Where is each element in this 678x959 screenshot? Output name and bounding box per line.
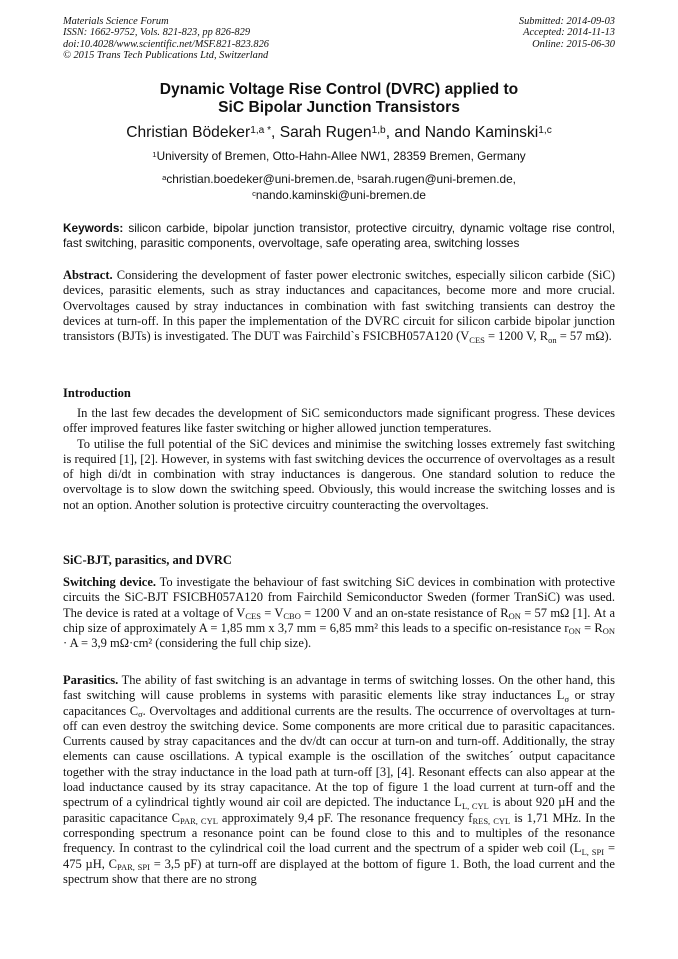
paragraph-text: = 475 µH, C bbox=[63, 841, 615, 871]
author-superscript: 1,c bbox=[538, 125, 552, 137]
keywords-label: Keywords: bbox=[63, 221, 124, 235]
doi-line: doi:10.4028/www.scientific.net/MSF.821-823.826 bbox=[63, 38, 269, 50]
introduction-body bbox=[63, 406, 615, 513]
journal-name: Materials Science Forum bbox=[63, 16, 169, 27]
abstract-text: Considering the development of faster power electronic switches, especially silicon carbide (SiC) devices, parasitic elements, such as stray inductances and capacitances, become more and more crucial. Overvoltages caused by stray inductances in combination with fast switching transients can destroy the devices at turn-off. In this paper the implementation of the DVRC circuit for silicon carbide bipolar junction transistors (BJTs) is investigated. The DUT was Fairchild`s FSICBH057A120 (V bbox=[63, 268, 615, 344]
subscript: L, CYL bbox=[461, 800, 489, 811]
author-name: Nando Kaminski bbox=[424, 124, 539, 141]
author-superscript: 1,b bbox=[371, 125, 386, 137]
subscript: on bbox=[548, 334, 557, 345]
affiliation bbox=[0, 150, 678, 163]
subscript: PAR, CYL bbox=[180, 816, 218, 827]
paragraph-text: = 3,5 pF) at turn-off are displayed at the bottom of figure 1. Both, the load current and the spectrum show that there are no strong bbox=[63, 856, 615, 886]
email-superscript: a bbox=[162, 173, 167, 183]
abstract bbox=[63, 268, 615, 344]
subscript: σ bbox=[564, 693, 570, 704]
section-heading-introduction: Introduction bbox=[63, 386, 131, 400]
email-address[interactable]: nando.kaminski@uni-bremen.de bbox=[255, 188, 426, 202]
publication-dates bbox=[519, 16, 615, 50]
paragraph-label: Parasitics. bbox=[63, 673, 119, 687]
subscript: ON bbox=[602, 626, 616, 637]
paragraph-text: . Overvoltages and additional currents are the results. The occurrence of overvoltages at turn-off can even destroy the switching device. Some components are more critical due to parasitic capacitances. Currents caused by stray capacitances and the dv/dt can occur at turn-on and turn-off. Additionally, the stray elements can cause oscillations. A typical example is the oscillation of the switches´ output capacitance together with the stray inductance in the load path at turn-off [3], [4]. Resonant effects can also appear at the load inductance caused by its stray capacitance. At the top of figure 1 the load current at turn-off and the spectrum of a cylindrical tightly wound air coil are depicted. The inductance L bbox=[63, 703, 616, 810]
email-superscript: c bbox=[252, 189, 256, 199]
subscript: L, SPI bbox=[581, 846, 605, 857]
author-superscript: 1,a * bbox=[250, 125, 272, 137]
keywords bbox=[63, 221, 615, 250]
author-separator: , and bbox=[385, 124, 425, 141]
paper-title bbox=[0, 81, 678, 117]
paragraph-text: or stray capacitances C bbox=[63, 688, 615, 718]
section-heading-sic-bjt: SiC-BJT, parasitics, and DVRC bbox=[63, 553, 232, 567]
online-date: Online: 2015-06-30 bbox=[532, 38, 615, 50]
subscript: CBO bbox=[283, 610, 301, 621]
parasitics-paragraph bbox=[63, 673, 615, 887]
paragraph-text: = R bbox=[580, 620, 603, 635]
title-line-1: Dynamic Voltage Rise Control (DVRC) applied to bbox=[159, 81, 519, 98]
journal-info bbox=[63, 16, 269, 61]
paragraph-text: approximately 9,4 pF. The resonance frequency f bbox=[217, 810, 473, 825]
copyright-line: © 2015 Trans Tech Publications Ltd, Switzerland bbox=[63, 49, 269, 61]
paragraph-text: The ability of fast switching is an advantage in terms of switching losses. On the other hand, this fast switching will cause problems in systems with parasitic elements like stray inductances L bbox=[63, 673, 615, 703]
paragraph-text: = 57 mΩ [1]. At a chip size of approximately A = 1,85 mm x 3,7 mm = 6,85 mm² this leads to a specific on-resistance r bbox=[63, 605, 615, 635]
paragraph-text: To investigate the behaviour of fast switching SiC devices in combination with protective circuits the SiC-BJT FSICBH057A120 from Fairchild Semiconductor Sweden (former TranSiC) was used. The device is rated at a voltage of V bbox=[63, 575, 615, 620]
accepted-date: Accepted: 2014-11-13 bbox=[523, 27, 615, 39]
subscript: RES, CYL bbox=[472, 816, 511, 827]
affiliation-superscript: 1 bbox=[152, 150, 157, 160]
paragraph-text: · A = 3,9 mΩ·cm² (considering the full chip size). bbox=[63, 636, 312, 651]
paragraph-text: is 1,71 MHz. In the corresponding spectrum a resonance point can be found close to this and to multiples of the resonance frequency. In contrast to the cylindrical coil the load current and the spectrum of a spider web coil (L bbox=[63, 810, 615, 856]
author-list bbox=[0, 124, 678, 142]
paragraph: In the last few decades the development of SiC semiconductors made significant progress. These devices offer improved features like faster switching or higher allowed junction temperatures. bbox=[63, 406, 615, 436]
author-name: Christian Bödeker bbox=[126, 124, 251, 141]
issn-line: ISSN: 1662-9752, Vols. 821-823, pp 826-829 bbox=[63, 27, 251, 39]
paragraph-text: = 1200 V and an on-state resistance of R bbox=[300, 605, 509, 620]
author-name: Sarah Rugen bbox=[279, 124, 372, 141]
abstract-label: Abstract. bbox=[63, 268, 113, 282]
author-separator: , bbox=[271, 124, 280, 141]
subscript: ON bbox=[508, 610, 521, 621]
keywords-text: silicon carbide, bipolar junction transistor, protective circuitry, dynamic voltage rise control, fast switching, parasitic components, overvoltage, safe operating area, switching losses bbox=[63, 221, 615, 250]
paragraph: To utilise the full potential of the SiC devices and minimise the switching losses extremely fast switching is required [1], [2]. However, in systems with fast switching devices the occurrence of overvoltages as a result of high di/dt in combination with stray inductances is dangerous. One standard solution to reduce the overvoltage is to slow down the switching speed. Obviously, this would increase the switching losses and is not an option. Another solution is protective circuitry counteracting the overvoltages. bbox=[63, 436, 615, 512]
subscript: CES bbox=[469, 334, 485, 345]
affiliation-text: University of Bremen, Otto-Hahn-Allee NW1, 28359 Bremen, Germany bbox=[156, 149, 526, 163]
email-list bbox=[0, 171, 678, 203]
email-address[interactable]: christian.boedeker@uni-bremen.de, bbox=[166, 172, 358, 186]
title-line-2: SiC Bipolar Junction Transistors bbox=[218, 99, 460, 116]
submitted-date: Submitted: 2014-09-03 bbox=[518, 16, 615, 27]
paragraph-text: = V bbox=[260, 605, 284, 620]
email-address[interactable]: sarah.rugen@uni-bremen.de, bbox=[361, 172, 516, 186]
subscript: CES bbox=[245, 610, 261, 621]
paragraph-text: is about 920 µH and the parasitic capacitance C bbox=[63, 795, 615, 825]
paragraph-label: Switching device. bbox=[63, 575, 157, 589]
subscript: ON bbox=[568, 626, 581, 637]
switching-device-paragraph bbox=[63, 575, 615, 651]
abstract-text: = 1200 V, R bbox=[484, 329, 549, 344]
subscript: PAR, SPI bbox=[117, 861, 150, 872]
subscript: σ bbox=[138, 708, 143, 719]
email-superscript: b bbox=[357, 173, 362, 183]
abstract-text: = 57 mΩ). bbox=[556, 329, 612, 344]
